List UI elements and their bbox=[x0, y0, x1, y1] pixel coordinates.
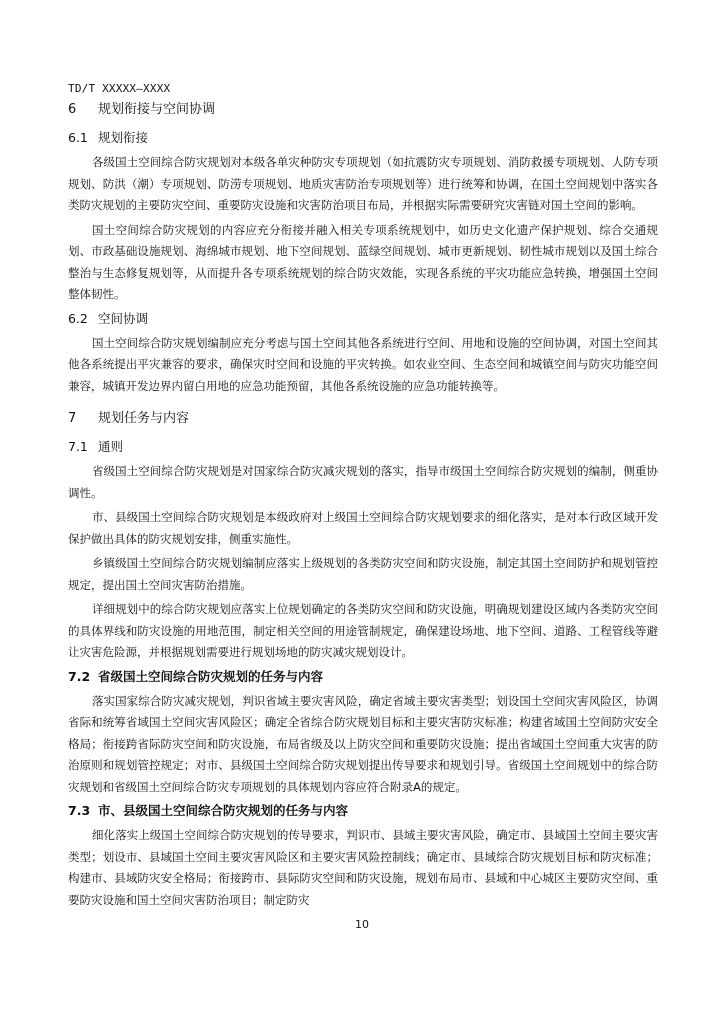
section-7-2-heading bbox=[68, 667, 658, 687]
section-number: 7.2 bbox=[68, 668, 91, 684]
section-6-1-heading bbox=[68, 128, 658, 148]
section-title: 通则 bbox=[98, 439, 124, 454]
section-6-2-heading bbox=[68, 309, 658, 329]
section-number: 7.1 bbox=[68, 439, 88, 454]
section-title: 规划衔接 bbox=[98, 130, 149, 145]
section-title: 规划任务与内容 bbox=[98, 411, 190, 426]
section-number: 6.2 bbox=[68, 310, 88, 326]
paragraph: 国土空间综合防灾规划编制应充分考虑与国土空间其他各系统进行空间、用地和设施的空间协调，对国土空间其他各系统提出平灾兼容的要求，确保灾时空间和设施的平灾转换。如农业空间、生态空间和城镇空间与防灾功能空间兼容，城镇开发边界内留白用地的应急功能预留，其他各系统设施的应急功能转换等。 bbox=[68, 335, 658, 393]
section-7-3-heading bbox=[68, 801, 658, 821]
paragraph: 省级国土空间综合防灾规划是对国家综合防灾减灾规划的落实，指导市级国土空间综合防灾规划的编制，侧重协调性。 bbox=[68, 464, 658, 500]
section-7-heading bbox=[68, 409, 658, 429]
section-6-heading bbox=[68, 100, 658, 120]
section-number: 7.3 bbox=[68, 803, 91, 818]
paragraph: 市、县级国土空间综合防灾规划是本级政府对上级国土空间综合防灾规划要求的细化落实，是对本行政区域开发保护做出具体的防灾规划安排，侧重实施性。 bbox=[68, 510, 658, 546]
page-number: 10 bbox=[355, 918, 369, 931]
paragraph: 各级国土空间综合防灾规划对本级各单灾种防灾专项规划（如抗震防灾专项规划、消防救援专项规划、人防专项规划、防洪（潮）专项规划、防涝专项规划、地质灾害防治专项规划等）进行统筹和协调，在国土空间规划中落实各类防灾规划的主要防灾空间、重要防灾设施和灾害防治项目布局，并根据实际需要研究灾害链对国土空间的影响。 bbox=[68, 155, 658, 212]
section-7-1-heading bbox=[68, 437, 658, 457]
document-code: TD/T XXXXX—XXXX bbox=[68, 82, 171, 95]
paragraph: 乡镇级国土空间综合防灾规划编制应落实上级规划的各类防灾空间和防灾设施，制定其国土空间防护和规划管控规定，提出国土空间灾害防治措施。 bbox=[68, 556, 658, 592]
section-number: 7 bbox=[68, 411, 77, 426]
page-content bbox=[68, 100, 658, 914]
paragraph: 国土空间综合防灾规划的内容应充分衔接并融入相关专项系统规划中，如历史文化遗产保护规划、综合交通规划、市政基础设施规划、海绵城市规划、地下空间规划、蓝绿空间规划、城市更新规划、韧性城市规划以及国土综合整治与生态修复规划等，从而提升各专项系统规划的综合防灾效能，实现各系统的平灾功能应急转换，增强国土空间整体韧性。 bbox=[68, 222, 658, 301]
section-title: 市、县级国土空间综合防灾规划的任务与内容 bbox=[98, 803, 349, 818]
section-title: 规划衔接与空间协调 bbox=[98, 102, 216, 117]
section-number: 6 bbox=[68, 102, 77, 117]
section-title: 空间协调 bbox=[98, 310, 149, 326]
paragraph: 落实国家综合防灾减灾规划，判识省域主要灾害风险，确定省域主要灾害类型；划设国土空间灾害风险区，协调省际和统筹省域国土空间灾害风险区；确定全省综合防灾规划目标和主要灾害防灾标准；构建省域国土空间防灾安全格局；衔接跨省际防灾空间和防灾设施，布局省级及以上防灾空间和重要防灾设施；提出省域国土空间重大灾害的防治原则和规划管控规定；对市、县级国土空间综合防灾规划提出传导要求和规划引导。省级国土空间规划中的综合防灾规划和省级国土空间综合防灾专项规划的具体规划内容应符合附录A的规定。 bbox=[68, 693, 658, 794]
section-number: 6.1 bbox=[68, 130, 88, 145]
section-title: 省级国土空间综合防灾规划的任务与内容 bbox=[98, 668, 324, 684]
paragraph: 详细规划中的综合防灾规划应落实上位规划确定的各类防灾空间和防灾设施，明确规划建设区域内各类防灾空间的具体界线和防灾设施的用地范围，制定相关空间的用途管制规定，确保建设场地、地下空间、道路、工程管线等避让灾害危险源，并根据规划需要进行规划场地的防灾减灾规划设计。 bbox=[68, 602, 658, 659]
paragraph: 细化落实上级国土空间综合防灾规划的传导要求，判识市、县域主要灾害风险，确定市、县域国土空间主要灾害类型；划设市、县域国土空间主要灾害风险区和主要灾害风险控制线；确定市、县域综合防灾规划目标和防灾标准；构建市、县域防灾安全格局；衔接跨市、县际防灾空间和防灾设施，规划布局市、县域和中心城区主要防灾空间、重要防灾设施和国土空间灾害防治项目；制定防灾 bbox=[68, 828, 658, 907]
